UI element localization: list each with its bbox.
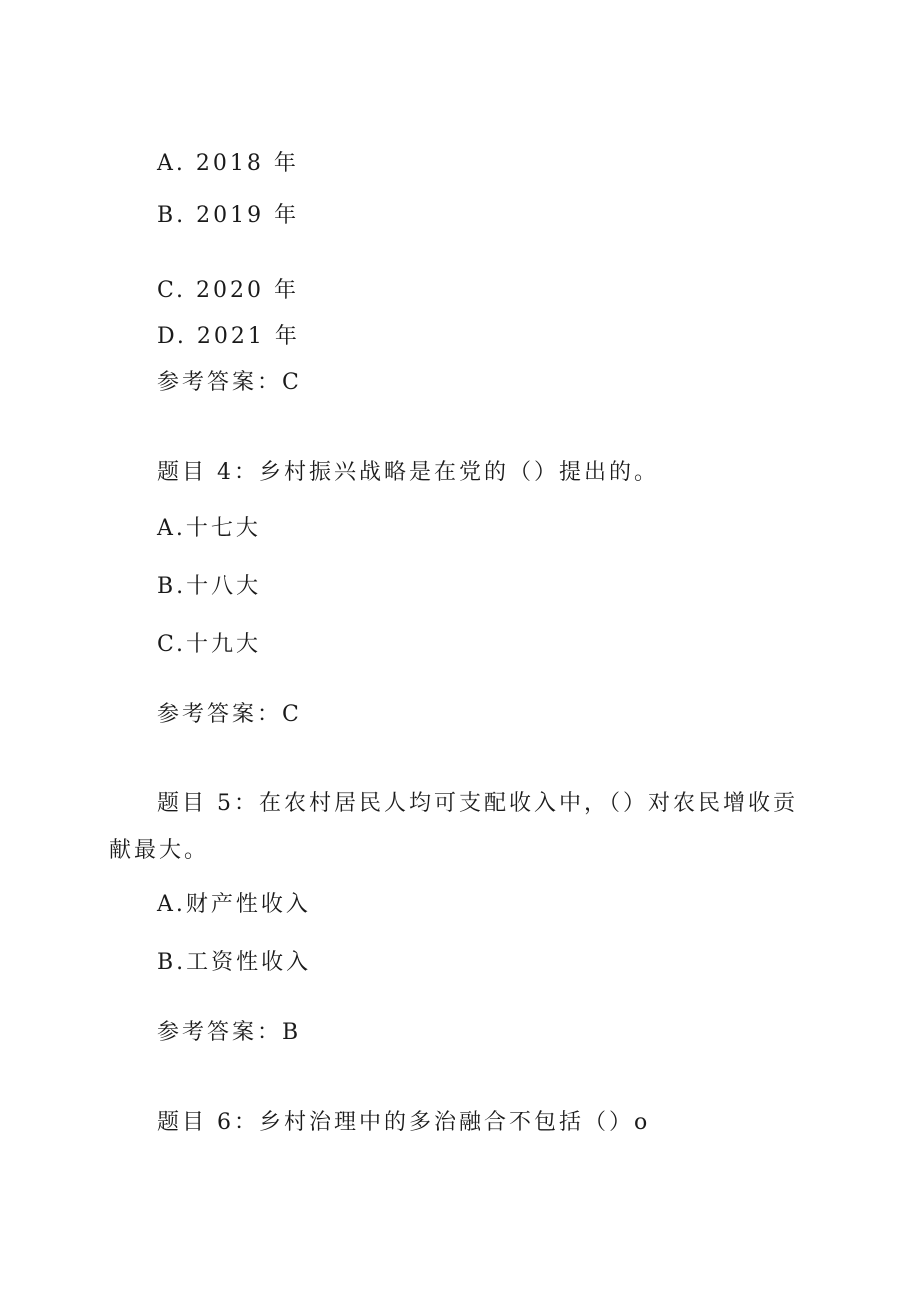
q5-option-a: A.财产性收入 [157,892,311,917]
q4-option-c: C.十九大 [157,632,262,657]
q5-answer: 参考答案：B [157,1020,302,1045]
q3-option-b: B. 2019 年 [157,203,300,228]
q4-answer: 参考答案：C [157,702,302,727]
q5-question-line-2: 献最大。 [109,838,210,863]
q3-option-a: A. 2018 年 [157,151,299,176]
q4-option-a: A.十七大 [157,516,261,541]
q3-option-c: C. 2020 年 [157,278,300,303]
q4-option-b: B.十八大 [157,574,262,599]
q3-option-d: D. 2021 年 [157,324,300,349]
q6-question: 题目 6：乡村治理中的多治融合不包括（）o [157,1110,651,1135]
q5-option-b: B.工资性收入 [157,950,312,975]
q4-question: 题目 4：乡村振兴战略是在党的（）提出的。 [157,460,659,485]
q5-question-line-1: 题目 5：在农村居民人均可支配收入中，（）对农民增收贡 [157,791,798,816]
q3-answer: 参考答案：C [157,370,302,395]
